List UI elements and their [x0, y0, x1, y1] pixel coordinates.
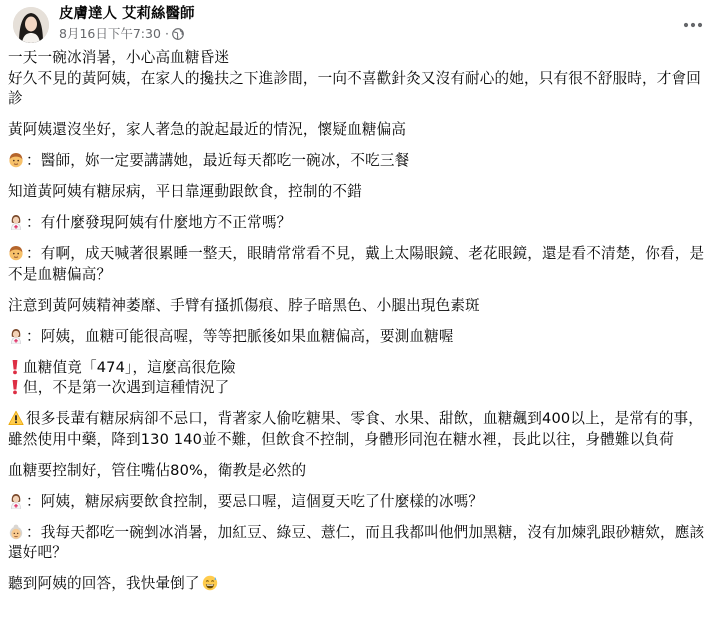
- doctor-dialogue-1-text: ：有什麼發現阿姨有什麼地方不正常嗎？: [26, 214, 292, 231]
- man-emoji-icon: [8, 245, 24, 261]
- alert-line-1-text: 血糖值竟「474」，這麼高很危險: [23, 358, 236, 376]
- ending-paragraph-text: 聽到阿姨的回答，我快暈倒了: [8, 575, 200, 592]
- observation-paragraph: 注意到黃阿姨精神萎靡、手臂有搔抓傷痕、脖子暗黑色、小腿出現色素斑: [8, 296, 480, 314]
- history-paragraph: 知道黃阿姨有糖尿病，平日靠運動跟飲食，控制的不錯: [8, 183, 362, 200]
- post-timestamp[interactable]: 8月16日下午7:30: [59, 26, 161, 41]
- author-name[interactable]: 皮膚達人 艾莉絲醫師: [59, 6, 195, 22]
- auntie-dialogue-1: [8, 523, 708, 564]
- globe-icon: [172, 28, 184, 40]
- alert-line-2: [8, 378, 708, 399]
- red-exclamation-icon: [10, 379, 20, 395]
- ending-paragraph: [8, 574, 708, 595]
- woman-health-worker-emoji-icon: [8, 328, 24, 344]
- more-options-button[interactable]: [679, 8, 707, 36]
- doctor-dialogue-2-text: ：阿姨，血糖可能很高喔，等等把脈後如果血糖偏高，要測血糖喔: [26, 327, 454, 345]
- intro-paragraph: 好久不見的黃阿姨，在家人的攙扶之下進診間，一向不喜歡針灸又沒有耐心的她，只有很不舒服時，才會回診: [8, 69, 701, 107]
- family-dialogue-1: [8, 151, 708, 172]
- woman-health-worker-emoji-icon: [8, 214, 24, 230]
- family-dialogue-2-text: ：有啊，成天喊著很累睡一整天，眼睛常常看不見，戴上太陽眼鏡、老花眼鏡，還是看不清楚，你看，是不是血糖偏高？: [8, 245, 705, 283]
- grinning-sweat-emoji-icon: [202, 575, 218, 591]
- warning-paragraph: [8, 409, 708, 450]
- status-paragraph: 黃阿姨還沒坐好，家人著急的說起最近的情況，懷疑血糖偏高: [8, 121, 407, 138]
- alert-line-2-text: 但，不是第一次遇到這種情況了: [23, 379, 230, 396]
- red-exclamation-icon: [10, 359, 20, 375]
- post-meta: [59, 26, 184, 42]
- doctor-dialogue-3-text: ：阿姨，糖尿病要飲食控制，要忌口喔，這個夏天吃了什麼樣的冰嗎？: [26, 492, 484, 510]
- family-dialogue-2: [8, 244, 708, 285]
- avatar[interactable]: [13, 7, 49, 43]
- family-dialogue-1-text: ：醫師，妳一定要講講她，最近每天都吃一碗冰，不吃三餐: [26, 152, 410, 169]
- old-woman-emoji-icon: [8, 524, 24, 540]
- warning-sign-icon: [8, 410, 24, 426]
- meta-separator: ·: [164, 26, 169, 41]
- man-emoji-icon: [8, 152, 24, 168]
- alert-line-1: [8, 358, 708, 379]
- doctor-dialogue-2: [8, 327, 708, 348]
- auntie-dialogue-1-text: ：我每天都吃一碗剉冰消暑，加紅豆、綠豆、薏仁，而且我都叫他們加黑糖，沒有加煉乳跟砂糖欸，應該還好吧？: [8, 523, 705, 561]
- post-header: [0, 0, 718, 46]
- woman-health-worker-emoji-icon: [8, 493, 24, 509]
- more-horizontal-icon: [683, 13, 703, 32]
- doctor-dialogue-3: [8, 492, 708, 513]
- post-title-line: 一天一碗冰消暑，小心高血糖昏迷: [8, 49, 230, 66]
- post-body: [8, 48, 708, 605]
- control-paragraph: 血糖要控制好，管住嘴佔80%，衛教是必然的: [8, 461, 307, 479]
- warning-paragraph-text: 很多長輩有糖尿病卻不忌口，背著家人偷吃糖果、零食、水果、甜飲，血糖飆到400以上，是常有的事，雖然使用中藥，降到130 140並不難，但飲食不控制，身體形同泡在糖水裡，長此以往，身體難以負荷: [8, 410, 704, 448]
- doctor-dialogue-1: [8, 213, 708, 234]
